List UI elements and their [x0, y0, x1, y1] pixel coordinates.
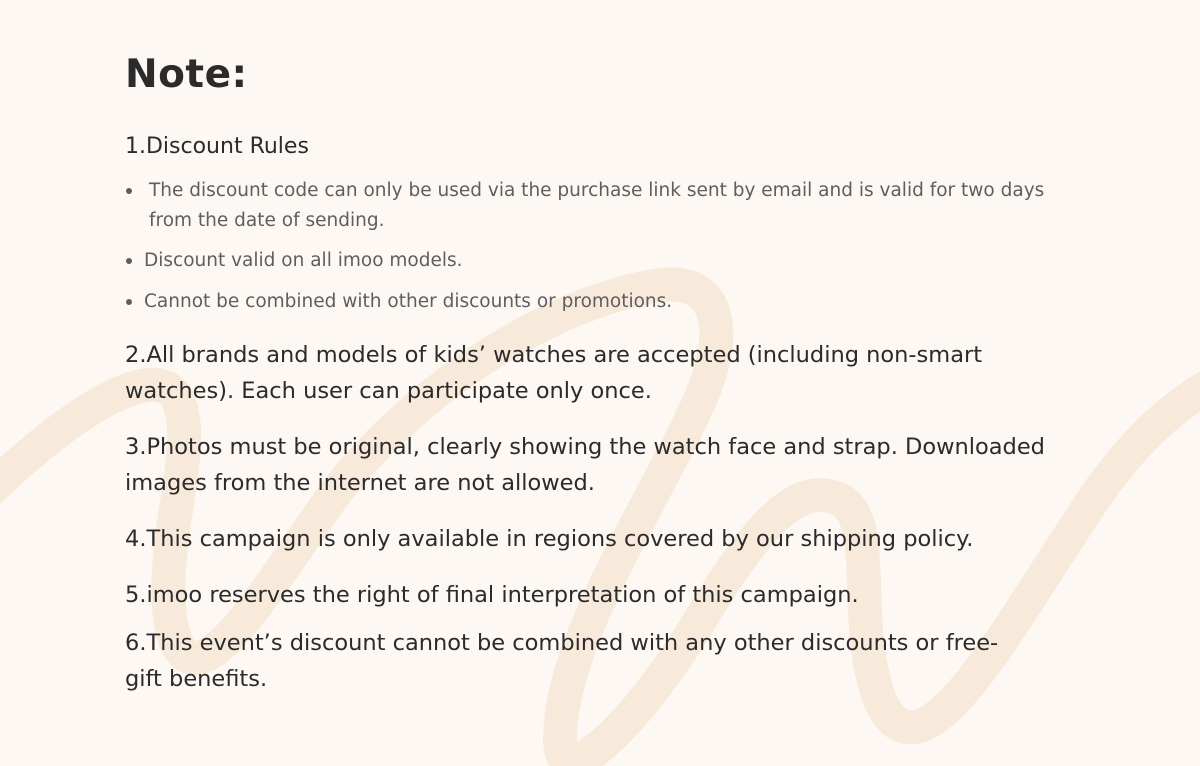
note-item-4: 4.This campaign is only available in regions covered by our shipping policy. [125, 526, 974, 552]
note-item-3: 3.Photos must be original, clearly showing the watch face and strap. Downloaded images from the internet are not allowed. [125, 434, 1045, 496]
bullet-dot-icon [126, 188, 132, 194]
bullet-dot-icon [126, 299, 132, 305]
bullet-dot-icon [126, 258, 132, 264]
discount-rule-text: Discount valid on all imoo models. [144, 250, 463, 271]
discount-rule-bullet [149, 176, 1049, 236]
note-item-2: 2.All brands and models of kids’ watches are accepted (including non-smart watches). Each user can participate only once. [125, 342, 983, 404]
discount-rule-bullet [144, 287, 1044, 317]
note-item-6: 6.This event’s discount cannot be combined with any other discounts or free-gift benefits. [125, 630, 999, 692]
note-item-5: 5.imoo reserves the right of final interpretation of this campaign. [125, 582, 859, 608]
discount-rule-text: Cannot be combined with other discounts or promotions. [144, 291, 673, 312]
discount-rule-text: The discount code can only be used via the purchase link sent by email and is valid for two days from the date of sending. [149, 180, 1045, 231]
note-title: Note: [125, 52, 248, 97]
section-discount-rules-heading: 1.Discount Rules [125, 134, 309, 159]
discount-rule-bullet [144, 246, 1044, 276]
